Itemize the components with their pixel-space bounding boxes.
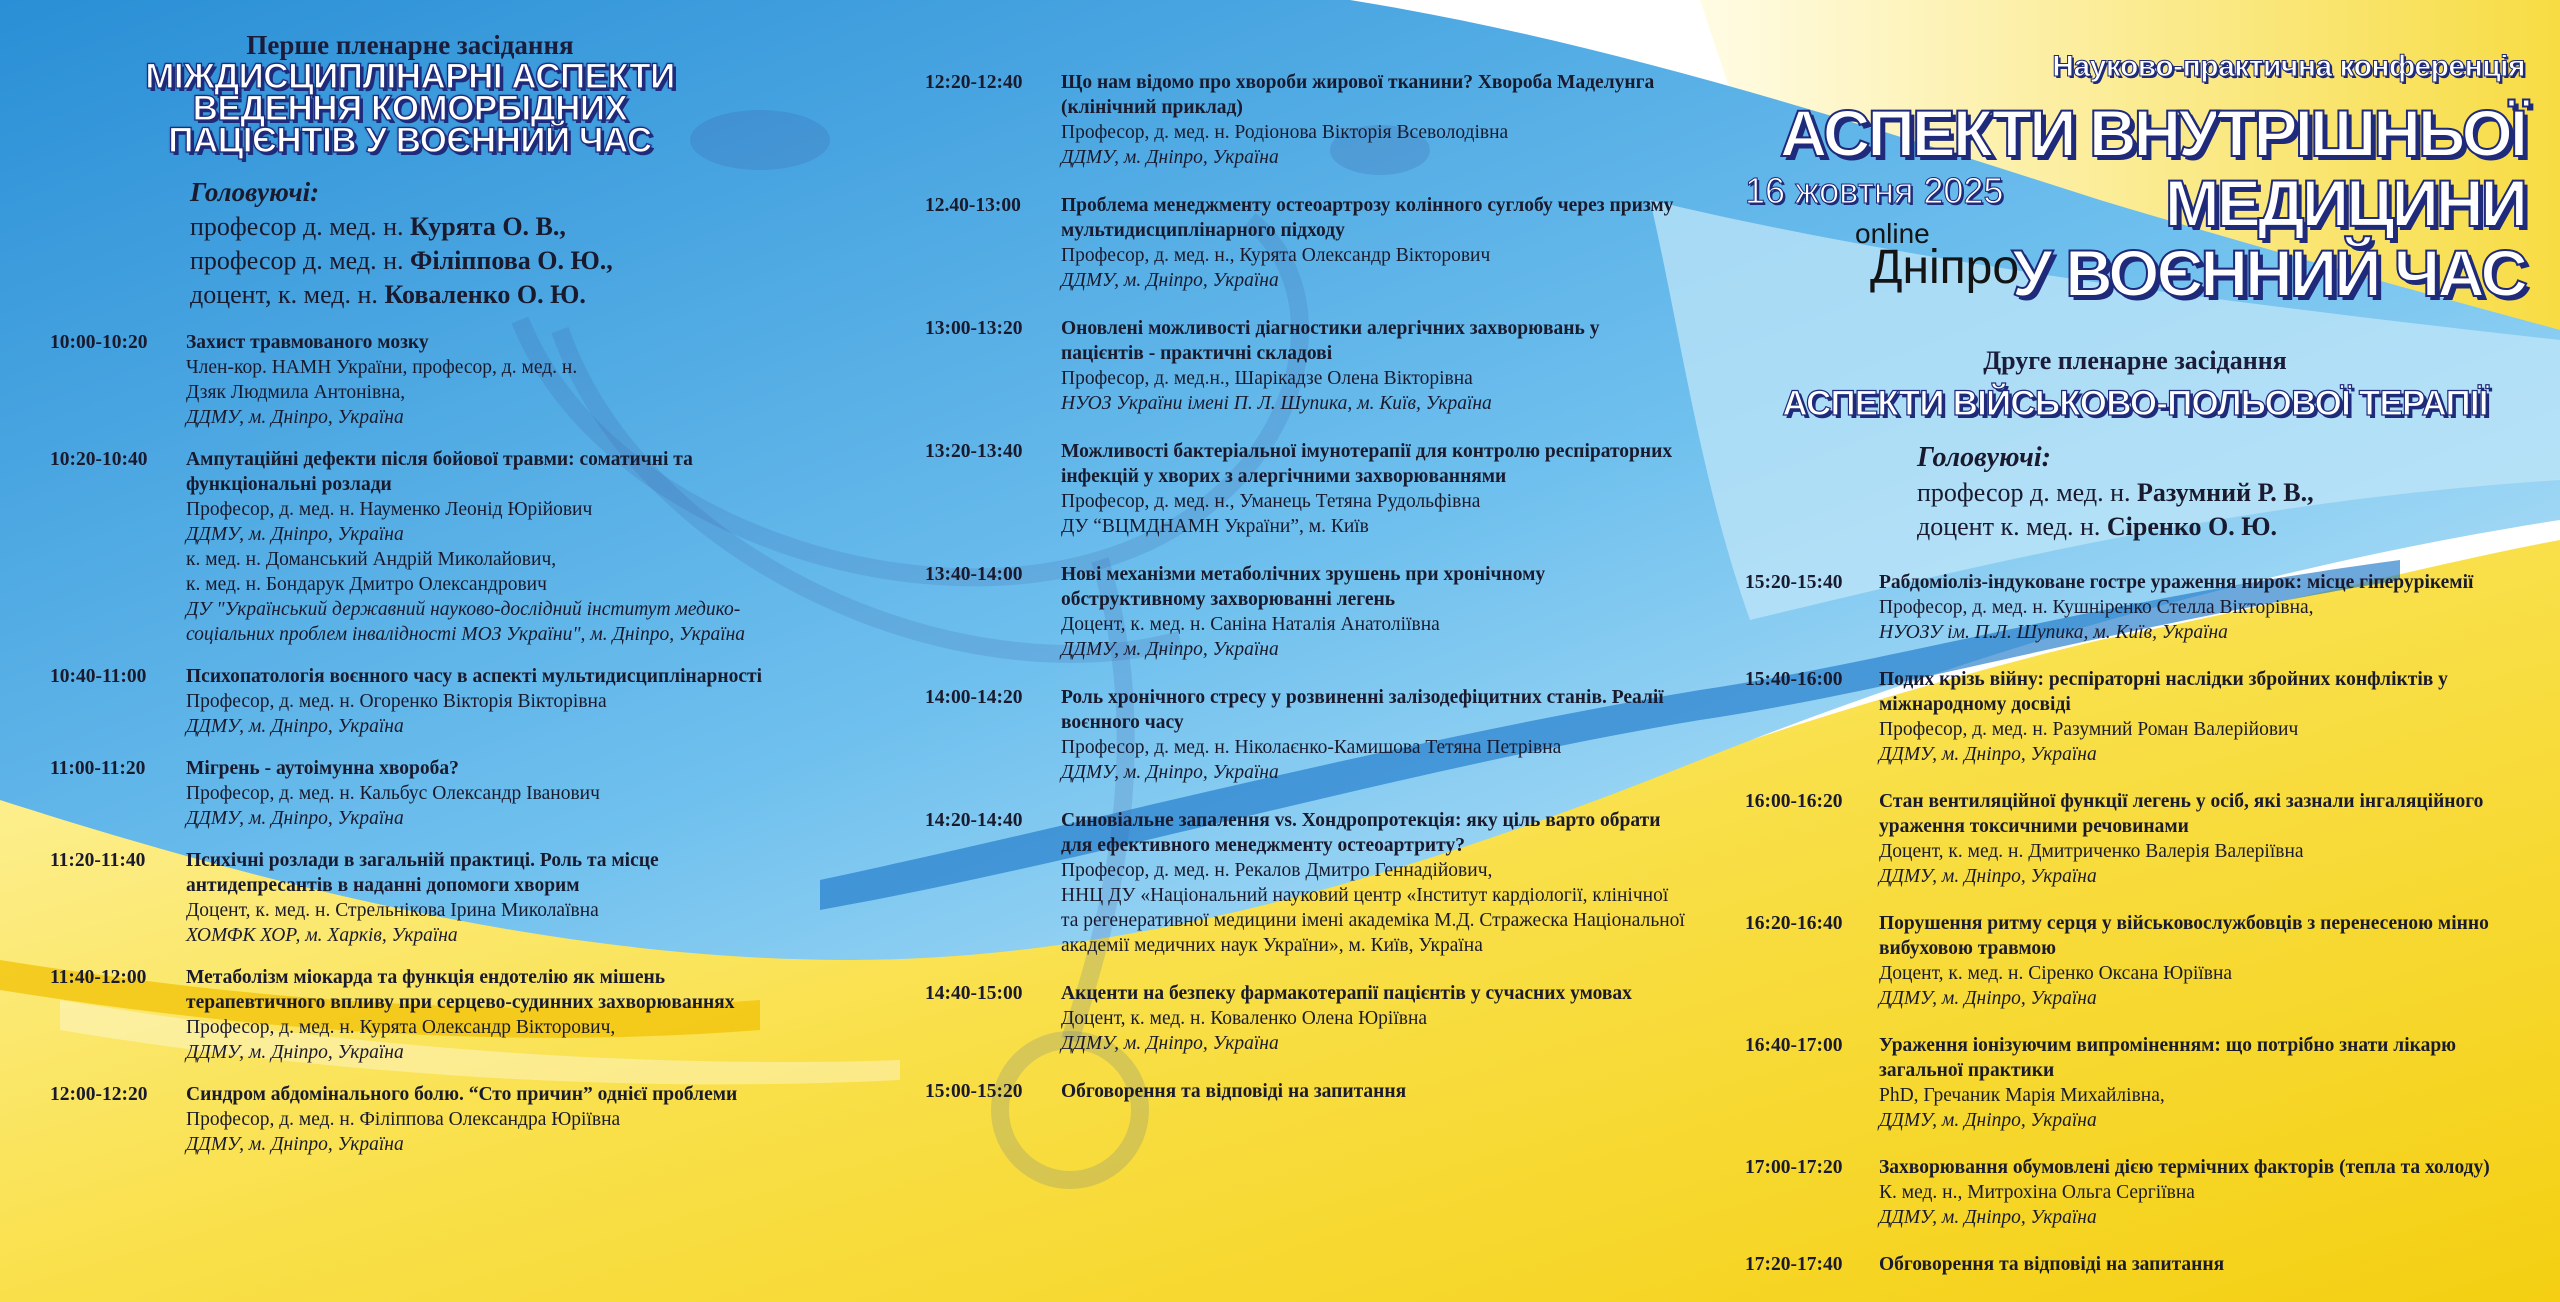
speaker-affiliation: ДДМУ, м. Дніпро, Україна [1879,1207,2097,1228]
item-topic: Оновлені можливості діагностики алергічних захворювань у пацієнтів - практичні складові [1061,318,1600,364]
item-topic: Психопатологія воєнного часу в аспекті мультидисциплінарності [186,666,763,687]
middle-column [925,70,1685,1127]
chair-person [190,244,770,278]
item-body [1879,911,2525,1011]
speaker-affiliation: ДДМУ, м. Дніпро, Україна [1879,988,2097,1009]
item-topic: Синдром абдомінального болю. “Сто причин” однієї проблеми [186,1084,738,1105]
item-body [1879,789,2525,889]
item-topic: Акценти на безпеку фармакотерапії пацієнтів у сучасних умовах [1061,983,1632,1004]
speaker-line: Доцент, к. мед. н. Стрельнікова Ірина Миколаївна [186,900,599,921]
session2-label: Друге пленарне засідання [1983,346,2287,375]
item-time: 13:00-13:20 [925,318,1023,339]
item-time: 15:40-16:00 [1745,669,1843,690]
speaker-line: Професор, д. мед. н. Кальбус Олександр Іванович [186,783,600,804]
speaker-line: Професор, д. мед. н. Кушніренко Стелла Вікторівна, [1879,597,2314,618]
item-body [1061,193,1685,293]
item-time: 11:20-11:40 [50,850,146,871]
item-time: 11:40-12:00 [50,967,147,988]
schedule-item [925,316,1685,416]
speaker-line: К. мед. н., Митрохіна Ольга Сергіївна [1879,1182,2195,1203]
chair-name: Сіренко О. Ю. [2106,512,2278,541]
speaker-line: ННЦ ДУ «Національний науковий центр «Інститут кардіології, клінічної та регенеративної медицини імені академіка М.Д. Стражеска Національної академії медичних наук України», м. Київ, Україна [1061,885,1685,956]
schedule-item [1745,570,2525,645]
session1-schedule [50,330,770,1157]
speaker-line: ДУ “ВЦМДНАМН України”, м. Київ [1061,516,1369,537]
schedule-item [1745,1155,2525,1230]
schedule-item [925,193,1685,293]
conference-title-line: АСПЕКТИ ВНУТРІШНЬОЇ МЕДИЦИНИ [1779,96,2525,240]
item-time: 12.40-13:00 [925,195,1021,216]
item-time: 14:20-14:40 [925,810,1023,831]
speaker-line: Професор, д. мед. н. Ніколаєнко-Камишова Тетяна Петрівна [1061,737,1562,758]
item-time: 16:40-17:00 [1745,1035,1843,1056]
conference-label: Науково-практична конференція [2052,50,2525,83]
item-time: 17:20-17:40 [1745,1254,1843,1275]
speaker-line: к. мед. н. Бондарук Дмитро Олександрович [186,574,547,595]
schedule-item [50,447,770,647]
session1-chairs [190,177,770,312]
item-topic: Можливості бактеріальної імунотерапії для контролю респіраторних інфекцій у хворих з алергічними захворюваннями [1061,441,1673,487]
item-body [1879,667,2525,767]
schedule-item [50,848,770,948]
schedule-item [925,685,1685,785]
schedule-item [1745,789,2525,889]
item-body [1061,316,1685,416]
item-time: 15:20-15:40 [1745,572,1843,593]
speaker-affiliation: ДДМУ, м. Дніпро, Україна [186,716,404,737]
item-body [186,1082,770,1157]
schedule-item [925,562,1685,662]
speaker-line: Доцент, к. мед. н. Дмитриченко Валерія Валеріївна [1879,841,2304,862]
item-body [1061,562,1685,662]
item-body [186,756,770,831]
item-time: 13:40-14:00 [925,564,1023,585]
speaker-line: Професор, д. мед.н., Шарікадзе Олена Вікторівна [1061,368,1473,389]
speaker-line: Доцент, к. мед. н. Сіренко Оксана Юріївна [1879,963,2233,984]
speaker-affiliation: ДДМУ, м. Дніпро, Україна [1879,1110,2097,1131]
schedule-item [1745,667,2525,767]
schedule-item [50,1082,770,1157]
item-time: 15:00-15:20 [925,1081,1023,1102]
speaker-affiliation: ДДМУ, м. Дніпро, Україна [186,1042,404,1063]
item-topic: Порушення ритму серця у військовослужбовців з перенесеною мінно вибуховою травмою [1879,913,2489,959]
schedule-item [50,664,770,739]
chair-name: Курята О. В., [410,212,566,241]
speaker-affiliation: ДДМУ, м. Дніпро, Україна [1879,866,2097,887]
item-topic: Ураження іонізуючим випроміненням: що потрібно знати лікарю загальної практики [1879,1035,2457,1081]
schedule-item [1745,1252,2525,1277]
item-body [1061,808,1685,958]
item-topic: Обговорення та відповіді на запитання [1879,1254,2225,1275]
chair-prefix: доцент, к. мед. н. [190,280,378,309]
schedule-item [50,965,770,1065]
chairs-label: Головуючі: [1917,442,2051,473]
session2-column [1745,30,2525,1299]
item-body [186,664,770,739]
session1-title [50,57,770,160]
session2-chairs [1917,442,2525,544]
schedule-item [925,1079,1685,1104]
item-body [186,848,770,948]
item-body [1879,1155,2525,1230]
conference-header [1745,30,2525,360]
schedule-item [925,439,1685,539]
session2-title: АСПЕКТИ ВІЙСЬКОВО-ПОЛЬОВОЇ ТЕРАПІЇ [1782,384,2488,423]
conference-date: 16 жовтня 2025 [1745,170,2004,211]
chair-person [190,278,770,312]
speaker-line: PhD, Гречаник Марія Михайлівна, [1879,1085,2165,1106]
session2-schedule [1745,570,2525,1277]
chair-person [1917,476,2525,510]
schedule-item [50,330,770,430]
schedule-item [925,808,1685,958]
item-topic: Синовіальне запалення vs. Хондропротекція: яку ціль варто обрати для ефективного менеджменту остеоартриту? [1061,810,1661,856]
speaker-line: Професор, д. мед. н. Філіппова Олександра Юріївна [186,1109,621,1130]
speaker-line: Член-кор. НАМН України, професор, д. мед. н. [186,357,578,378]
chair-prefix: професор д. мед. н. [190,246,404,275]
item-topic: Роль хронічного стресу у розвиненні залізодефіцитних станів. Реалії воєнного часу [1061,687,1664,733]
speaker-affiliation: ХОМФК ХОР, м. Харків, Україна [186,925,458,946]
speaker-affiliation: ДДМУ, м. Дніпро, Україна [1061,1033,1279,1054]
chair-name: Коваленко О. Ю. [384,280,586,309]
speaker-line: Професор, д. мед. н. Науменко Леонід Юрійович [186,499,593,520]
item-topic: Ампутаційні дефекти після бойової травми: соматичні та функціональні розлади [186,449,693,495]
item-time: 10:00-10:20 [50,332,148,353]
speaker-affiliation: НУОЗ України імені П. Л. Шупика, м. Київ, Україна [1061,393,1492,414]
item-time: 14:00-14:20 [925,687,1023,708]
item-time: 17:00-17:20 [1745,1157,1843,1178]
session1-title-line: МІЖДИСЦИПЛІНАРНІ АСПЕКТИ [145,57,675,96]
item-topic: Нові механізми метаболічних зрушень при хронічному обструктивному захворюванні легень [1061,564,1546,610]
item-topic: Рабдоміоліз-індуковане гостре ураження нирок: місце гіперурікемії [1879,572,2474,593]
chairs-label: Головуючі: [190,177,320,207]
speaker-affiliation: ДДМУ, м. Дніпро, Україна [186,407,404,428]
item-time: 12:00-12:20 [50,1084,148,1105]
speaker-line: Професор, д. мед. н. Разумний Роман Валерійович [1879,719,2299,740]
item-topic: Стан вентиляційної функції легень у осіб, які зазнали інгаляційного ураження токсичними речовинами [1879,791,2484,837]
schedule-item [925,70,1685,170]
item-time: 16:20-16:40 [1745,913,1843,934]
item-topic: Проблема менеджменту остеоартрозу колінного суглобу через призму мультидисциплінарного підходу [1061,195,1674,241]
conference-city: Дніпро [1870,241,2020,294]
session1-title-line: ВЕДЕННЯ КОМОРБІДНИХ [192,89,628,128]
item-time: 11:00-11:20 [50,758,146,779]
chair-name: Філіппова О. Ю., [410,246,613,275]
item-body [1879,570,2525,645]
item-topic: Що нам відомо про хвороби жирової тканини? Хвороба Маделунга (клінічний приклад) [1061,72,1655,118]
speaker-line: Доцент, к. мед. н. Саніна Наталія Анатоліївна [1061,614,1440,635]
speaker-line: Професор, д. мед. н. Родіонова Вікторія Всеволодівна [1061,122,1509,143]
item-body [1879,1033,2525,1133]
item-body [1061,439,1685,539]
speaker-line: Дзяк Людмила Антонівна, [186,382,406,403]
item-time: 14:40-15:00 [925,983,1023,1004]
chair-person [190,210,770,244]
item-body [1061,1079,1685,1104]
speaker-line: Професор, д. мед. н., Уманець Тетяна Рудольфівна [1061,491,1481,512]
session1-column [50,30,770,1174]
speaker-line: Доцент, к. мед. н. Коваленко Олена Юріївна [1061,1008,1428,1029]
chair-name: Разумний Р. В., [2137,478,2314,507]
item-body [186,447,770,647]
schedule-item [925,981,1685,1056]
speaker-line: Професор, д. мед. н., Курята Олександр Вікторович [1061,245,1491,266]
speaker-affiliation: ДДМУ, м. Дніпро, Україна [1061,639,1279,660]
speaker-affiliation: ДДМУ, м. Дніпро, Україна [186,524,404,545]
chair-prefix: доцент к. мед. н. [1917,512,2101,541]
speaker-affiliation: ДДМУ, м. Дніпро, Україна [1879,744,2097,765]
speaker-line: к. мед. н. Доманський Андрій Миколайович, [186,549,557,570]
speaker-affiliation: ДДМУ, м. Дніпро, Україна [186,1134,404,1155]
item-time: 12:20-12:40 [925,72,1023,93]
item-body [1879,1252,2525,1277]
session1-title-line: ПАЦІЄНТІВ У ВОЄННИЙ ЧАС [168,121,652,160]
conference-mode: online [1855,218,1930,249]
item-topic: Обговорення та відповіді на запитання [1061,1081,1407,1102]
item-topic: Захист травмованого мозку [186,332,429,353]
chair-prefix: професор д. мед. н. [1917,478,2131,507]
item-body [1061,70,1685,170]
speaker-affiliation: ДДМУ, м. Дніпро, Україна [186,808,404,829]
item-topic: Психічні розлади в загальній практиці. Роль та місце антидепресантів в наданні допомоги хворим [186,850,659,896]
item-time: 10:40-11:00 [50,666,147,687]
item-topic: Подих крізь війну: респіраторні наслідки збройних конфліктів у міжнародному досвіді [1879,669,2448,715]
speaker-affiliation: ДДМУ, м. Дніпро, Україна [1061,270,1279,291]
schedule-item [1745,911,2525,1011]
item-time: 16:00-16:20 [1745,791,1843,812]
item-time: 13:20-13:40 [925,441,1023,462]
chair-person [1917,510,2525,544]
item-topic: Мігрень - аутоімунна хвороба? [186,758,459,779]
conference-title-line: У ВОЄННИЙ ЧАС [2011,236,2525,310]
speaker-line: Професор, д. мед. н. Курята Олександр Вікторович, [186,1017,616,1038]
item-body [186,330,770,430]
speaker-line: Професор, д. мед. н. Огоренко Вікторія Вікторівна [186,691,607,712]
item-time: 10:20-10:40 [50,449,148,470]
item-topic: Метаболізм міокарда та функція ендотелію як мішень терапевтичного впливу при серцево-судинних захворюваннях [186,967,735,1013]
item-body [1061,981,1685,1056]
item-topic: Захворювання обумовлені дією термічних факторів (тепла та холоду) [1879,1157,2490,1178]
speaker-affiliation: ДУ "Український державний науково-дослідний інститут медико-соціальних проблем інвалідності МОЗ України", м. Дніпро, Україна [186,599,746,645]
item-body [1061,685,1685,785]
chair-prefix: професор д. мед. н. [190,212,404,241]
speaker-affiliation: ДДМУ, м. Дніпро, Україна [1061,762,1279,783]
speaker-affiliation: ДДМУ, м. Дніпро, Україна [1061,147,1279,168]
schedule-item [1745,1033,2525,1133]
speaker-affiliation: НУОЗУ ім. П.Л. Шупика, м. Київ, Україна [1879,622,2228,643]
session1-label: Перше пленарне засідання [246,30,574,60]
item-body [186,965,770,1065]
schedule-item [50,756,770,831]
speaker-line: Професор, д. мед. н. Рекалов Дмитро Геннадійович, [1061,860,1493,881]
middle-schedule [925,70,1685,1104]
